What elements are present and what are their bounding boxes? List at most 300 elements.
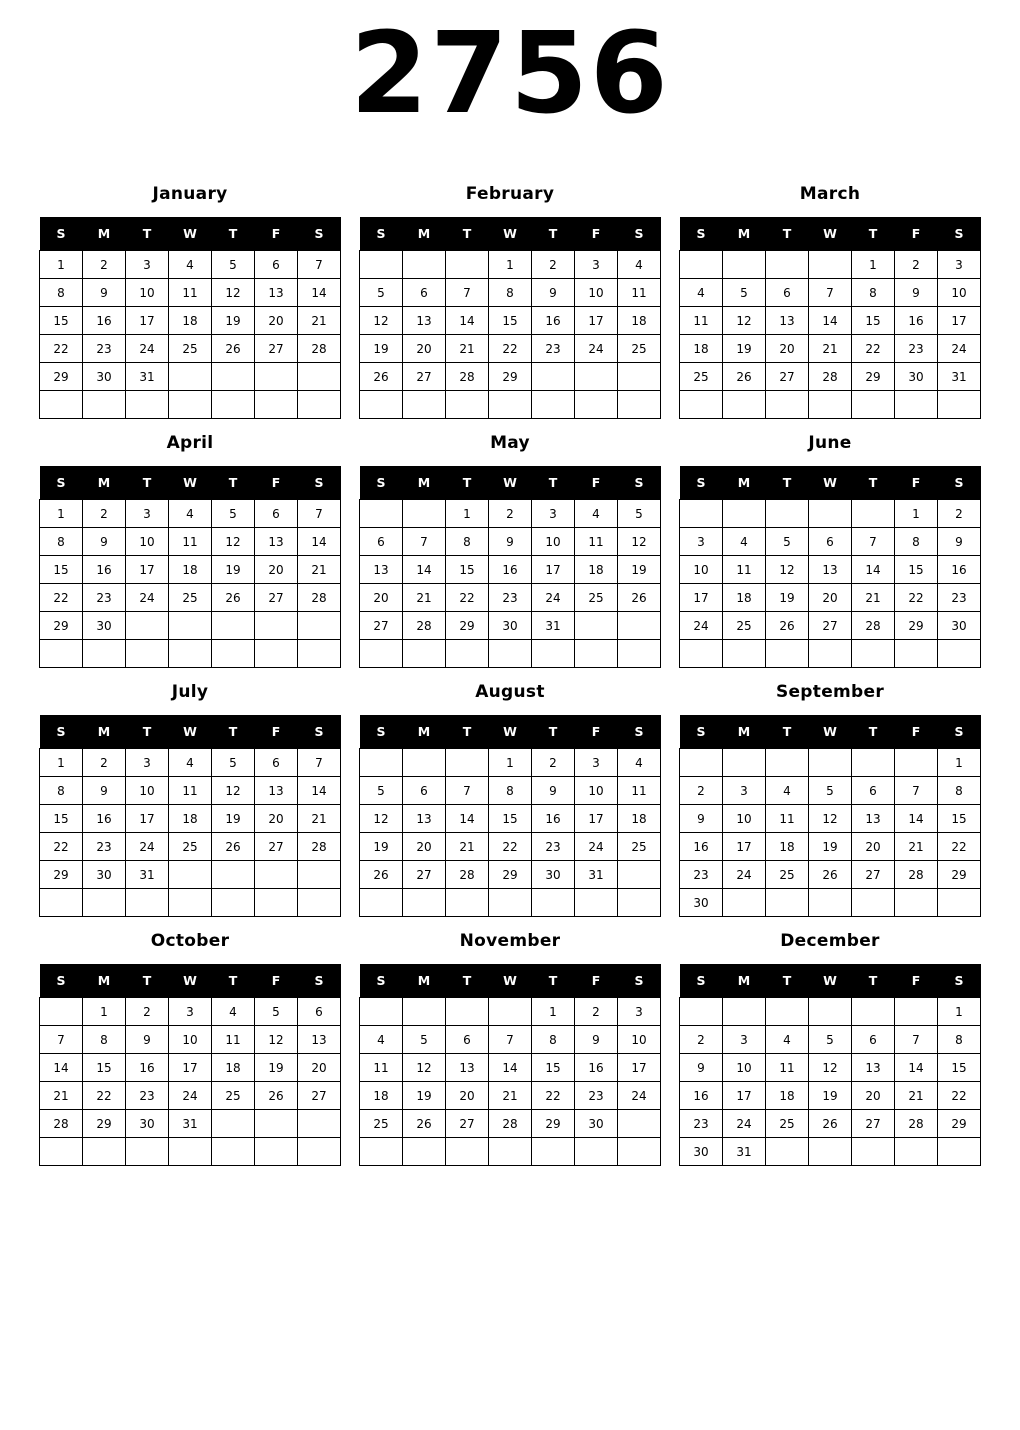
day-cell[interactable]: 31 — [938, 363, 981, 391]
day-cell[interactable]: 28 — [298, 833, 341, 861]
day-cell[interactable]: 26 — [766, 612, 809, 640]
day-cell[interactable]: 3 — [680, 528, 723, 556]
day-cell[interactable]: 19 — [618, 556, 661, 584]
day-cell[interactable]: 2 — [575, 998, 618, 1026]
day-cell[interactable]: 14 — [403, 556, 446, 584]
day-cell[interactable]: 2 — [532, 251, 575, 279]
day-cell[interactable]: 12 — [212, 777, 255, 805]
day-cell[interactable]: 28 — [895, 1110, 938, 1138]
day-cell[interactable]: 6 — [298, 998, 341, 1026]
day-cell[interactable]: 19 — [360, 335, 403, 363]
day-cell[interactable]: 7 — [852, 528, 895, 556]
day-cell[interactable]: 10 — [575, 777, 618, 805]
day-cell[interactable]: 27 — [809, 612, 852, 640]
day-cell[interactable]: 20 — [766, 335, 809, 363]
day-cell[interactable]: 1 — [40, 500, 83, 528]
day-cell[interactable]: 16 — [575, 1054, 618, 1082]
day-cell[interactable]: 1 — [489, 251, 532, 279]
day-cell[interactable]: 26 — [403, 1110, 446, 1138]
day-cell[interactable]: 22 — [852, 335, 895, 363]
day-cell[interactable]: 15 — [40, 307, 83, 335]
day-cell[interactable]: 19 — [255, 1054, 298, 1082]
day-cell[interactable]: 3 — [618, 998, 661, 1026]
day-cell[interactable]: 13 — [403, 805, 446, 833]
day-cell[interactable]: 25 — [618, 833, 661, 861]
day-cell[interactable]: 23 — [83, 584, 126, 612]
day-cell[interactable]: 22 — [532, 1082, 575, 1110]
day-cell[interactable]: 13 — [298, 1026, 341, 1054]
day-cell[interactable]: 26 — [255, 1082, 298, 1110]
day-cell[interactable]: 17 — [575, 805, 618, 833]
day-cell[interactable]: 24 — [169, 1082, 212, 1110]
day-cell[interactable]: 7 — [298, 749, 341, 777]
day-cell[interactable]: 4 — [766, 777, 809, 805]
day-cell[interactable]: 22 — [895, 584, 938, 612]
day-cell[interactable]: 12 — [212, 279, 255, 307]
day-cell[interactable]: 26 — [212, 833, 255, 861]
day-cell[interactable]: 22 — [938, 1082, 981, 1110]
day-cell[interactable]: 22 — [489, 833, 532, 861]
day-cell[interactable]: 25 — [766, 861, 809, 889]
day-cell[interactable]: 26 — [212, 335, 255, 363]
day-cell[interactable]: 28 — [446, 363, 489, 391]
day-cell[interactable]: 29 — [489, 861, 532, 889]
day-cell[interactable]: 7 — [895, 1026, 938, 1054]
day-cell[interactable]: 13 — [403, 307, 446, 335]
day-cell[interactable]: 2 — [83, 500, 126, 528]
day-cell[interactable]: 20 — [446, 1082, 489, 1110]
day-cell[interactable]: 29 — [532, 1110, 575, 1138]
day-cell[interactable]: 24 — [575, 335, 618, 363]
day-cell[interactable]: 15 — [446, 556, 489, 584]
day-cell[interactable]: 27 — [298, 1082, 341, 1110]
day-cell[interactable]: 30 — [938, 612, 981, 640]
day-cell[interactable]: 9 — [895, 279, 938, 307]
day-cell[interactable]: 2 — [680, 1026, 723, 1054]
day-cell[interactable]: 18 — [680, 335, 723, 363]
day-cell[interactable]: 8 — [40, 777, 83, 805]
day-cell[interactable]: 30 — [126, 1110, 169, 1138]
day-cell[interactable]: 14 — [809, 307, 852, 335]
day-cell[interactable]: 16 — [83, 805, 126, 833]
day-cell[interactable]: 13 — [766, 307, 809, 335]
day-cell[interactable]: 24 — [938, 335, 981, 363]
day-cell[interactable]: 27 — [852, 1110, 895, 1138]
day-cell[interactable]: 27 — [255, 335, 298, 363]
day-cell[interactable]: 15 — [489, 307, 532, 335]
day-cell[interactable]: 22 — [40, 833, 83, 861]
day-cell[interactable]: 8 — [40, 279, 83, 307]
day-cell[interactable]: 7 — [40, 1026, 83, 1054]
day-cell[interactable]: 12 — [360, 805, 403, 833]
day-cell[interactable]: 23 — [575, 1082, 618, 1110]
day-cell[interactable]: 2 — [938, 500, 981, 528]
day-cell[interactable]: 9 — [83, 528, 126, 556]
day-cell[interactable]: 22 — [489, 335, 532, 363]
day-cell[interactable]: 16 — [680, 833, 723, 861]
day-cell[interactable]: 30 — [83, 612, 126, 640]
day-cell[interactable]: 2 — [895, 251, 938, 279]
day-cell[interactable]: 16 — [489, 556, 532, 584]
day-cell[interactable]: 22 — [83, 1082, 126, 1110]
day-cell[interactable]: 27 — [446, 1110, 489, 1138]
day-cell[interactable]: 30 — [532, 861, 575, 889]
day-cell[interactable]: 12 — [360, 307, 403, 335]
day-cell[interactable]: 10 — [938, 279, 981, 307]
day-cell[interactable]: 4 — [169, 251, 212, 279]
day-cell[interactable]: 20 — [255, 556, 298, 584]
day-cell[interactable]: 31 — [169, 1110, 212, 1138]
day-cell[interactable]: 23 — [680, 1110, 723, 1138]
day-cell[interactable]: 20 — [298, 1054, 341, 1082]
day-cell[interactable]: 5 — [360, 777, 403, 805]
day-cell[interactable]: 3 — [126, 251, 169, 279]
day-cell[interactable]: 12 — [255, 1026, 298, 1054]
day-cell[interactable]: 28 — [298, 584, 341, 612]
day-cell[interactable]: 22 — [938, 833, 981, 861]
day-cell[interactable]: 14 — [489, 1054, 532, 1082]
day-cell[interactable]: 12 — [809, 805, 852, 833]
day-cell[interactable]: 31 — [575, 861, 618, 889]
day-cell[interactable]: 15 — [532, 1054, 575, 1082]
day-cell[interactable]: 21 — [298, 556, 341, 584]
day-cell[interactable]: 28 — [489, 1110, 532, 1138]
day-cell[interactable]: 6 — [446, 1026, 489, 1054]
day-cell[interactable]: 31 — [126, 363, 169, 391]
day-cell[interactable]: 19 — [212, 556, 255, 584]
day-cell[interactable]: 2 — [83, 251, 126, 279]
day-cell[interactable]: 29 — [938, 1110, 981, 1138]
day-cell[interactable]: 4 — [766, 1026, 809, 1054]
day-cell[interactable]: 21 — [489, 1082, 532, 1110]
day-cell[interactable]: 30 — [575, 1110, 618, 1138]
day-cell[interactable]: 21 — [446, 335, 489, 363]
day-cell[interactable]: 3 — [938, 251, 981, 279]
day-cell[interactable]: 11 — [618, 279, 661, 307]
day-cell[interactable]: 28 — [403, 612, 446, 640]
day-cell[interactable]: 5 — [766, 528, 809, 556]
day-cell[interactable]: 11 — [723, 556, 766, 584]
day-cell[interactable]: 14 — [446, 307, 489, 335]
day-cell[interactable]: 14 — [852, 556, 895, 584]
day-cell[interactable]: 13 — [852, 805, 895, 833]
day-cell[interactable]: 7 — [446, 279, 489, 307]
day-cell[interactable]: 28 — [809, 363, 852, 391]
day-cell[interactable]: 23 — [83, 833, 126, 861]
day-cell[interactable]: 18 — [169, 556, 212, 584]
day-cell[interactable]: 4 — [169, 500, 212, 528]
day-cell[interactable]: 23 — [83, 335, 126, 363]
day-cell[interactable]: 20 — [403, 335, 446, 363]
day-cell[interactable]: 8 — [938, 777, 981, 805]
day-cell[interactable]: 25 — [360, 1110, 403, 1138]
day-cell[interactable]: 25 — [169, 833, 212, 861]
day-cell[interactable]: 23 — [126, 1082, 169, 1110]
day-cell[interactable]: 24 — [618, 1082, 661, 1110]
day-cell[interactable]: 8 — [489, 777, 532, 805]
day-cell[interactable]: 27 — [255, 584, 298, 612]
day-cell[interactable]: 30 — [895, 363, 938, 391]
day-cell[interactable]: 21 — [298, 307, 341, 335]
day-cell[interactable]: 17 — [126, 556, 169, 584]
day-cell[interactable]: 29 — [895, 612, 938, 640]
day-cell[interactable]: 20 — [852, 1082, 895, 1110]
day-cell[interactable]: 25 — [618, 335, 661, 363]
day-cell[interactable]: 16 — [126, 1054, 169, 1082]
day-cell[interactable]: 28 — [446, 861, 489, 889]
day-cell[interactable]: 10 — [126, 777, 169, 805]
day-cell[interactable]: 9 — [680, 805, 723, 833]
day-cell[interactable]: 30 — [83, 363, 126, 391]
day-cell[interactable]: 16 — [532, 805, 575, 833]
day-cell[interactable]: 10 — [680, 556, 723, 584]
day-cell[interactable]: 6 — [360, 528, 403, 556]
day-cell[interactable]: 8 — [532, 1026, 575, 1054]
day-cell[interactable]: 12 — [212, 528, 255, 556]
day-cell[interactable]: 22 — [446, 584, 489, 612]
day-cell[interactable]: 11 — [169, 528, 212, 556]
day-cell[interactable]: 19 — [809, 1082, 852, 1110]
day-cell[interactable]: 28 — [298, 335, 341, 363]
day-cell[interactable]: 19 — [212, 307, 255, 335]
day-cell[interactable]: 30 — [83, 861, 126, 889]
day-cell[interactable]: 19 — [360, 833, 403, 861]
day-cell[interactable]: 17 — [169, 1054, 212, 1082]
day-cell[interactable]: 31 — [723, 1138, 766, 1166]
day-cell[interactable]: 11 — [766, 805, 809, 833]
day-cell[interactable]: 13 — [360, 556, 403, 584]
day-cell[interactable]: 19 — [212, 805, 255, 833]
day-cell[interactable]: 10 — [169, 1026, 212, 1054]
day-cell[interactable]: 15 — [895, 556, 938, 584]
day-cell[interactable]: 7 — [809, 279, 852, 307]
day-cell[interactable]: 1 — [40, 251, 83, 279]
day-cell[interactable]: 3 — [575, 251, 618, 279]
day-cell[interactable]: 27 — [403, 861, 446, 889]
day-cell[interactable]: 4 — [360, 1026, 403, 1054]
day-cell[interactable]: 23 — [489, 584, 532, 612]
day-cell[interactable]: 17 — [618, 1054, 661, 1082]
day-cell[interactable]: 29 — [446, 612, 489, 640]
day-cell[interactable]: 11 — [618, 777, 661, 805]
day-cell[interactable]: 5 — [618, 500, 661, 528]
day-cell[interactable]: 8 — [83, 1026, 126, 1054]
day-cell[interactable]: 27 — [403, 363, 446, 391]
day-cell[interactable]: 3 — [126, 749, 169, 777]
day-cell[interactable]: 17 — [532, 556, 575, 584]
day-cell[interactable]: 2 — [126, 998, 169, 1026]
day-cell[interactable]: 1 — [938, 749, 981, 777]
day-cell[interactable]: 21 — [40, 1082, 83, 1110]
day-cell[interactable]: 25 — [680, 363, 723, 391]
day-cell[interactable]: 22 — [40, 335, 83, 363]
day-cell[interactable]: 10 — [575, 279, 618, 307]
day-cell[interactable]: 18 — [766, 833, 809, 861]
day-cell[interactable]: 21 — [403, 584, 446, 612]
day-cell[interactable]: 24 — [126, 833, 169, 861]
day-cell[interactable]: 16 — [680, 1082, 723, 1110]
day-cell[interactable]: 30 — [680, 1138, 723, 1166]
day-cell[interactable]: 18 — [618, 805, 661, 833]
day-cell[interactable]: 9 — [532, 777, 575, 805]
day-cell[interactable]: 28 — [895, 861, 938, 889]
day-cell[interactable]: 14 — [298, 777, 341, 805]
day-cell[interactable]: 22 — [40, 584, 83, 612]
day-cell[interactable]: 29 — [938, 861, 981, 889]
day-cell[interactable]: 3 — [126, 500, 169, 528]
day-cell[interactable]: 26 — [212, 584, 255, 612]
day-cell[interactable]: 27 — [255, 833, 298, 861]
day-cell[interactable]: 16 — [532, 307, 575, 335]
day-cell[interactable]: 12 — [618, 528, 661, 556]
day-cell[interactable]: 14 — [446, 805, 489, 833]
day-cell[interactable]: 13 — [852, 1054, 895, 1082]
day-cell[interactable]: 20 — [809, 584, 852, 612]
day-cell[interactable]: 21 — [895, 833, 938, 861]
day-cell[interactable]: 9 — [83, 279, 126, 307]
day-cell[interactable]: 24 — [126, 584, 169, 612]
day-cell[interactable]: 26 — [809, 861, 852, 889]
day-cell[interactable]: 17 — [723, 1082, 766, 1110]
day-cell[interactable]: 16 — [83, 556, 126, 584]
day-cell[interactable]: 15 — [40, 805, 83, 833]
day-cell[interactable]: 19 — [403, 1082, 446, 1110]
day-cell[interactable]: 11 — [212, 1026, 255, 1054]
day-cell[interactable]: 18 — [723, 584, 766, 612]
day-cell[interactable]: 1 — [938, 998, 981, 1026]
day-cell[interactable]: 4 — [169, 749, 212, 777]
day-cell[interactable]: 14 — [895, 805, 938, 833]
day-cell[interactable]: 24 — [723, 861, 766, 889]
day-cell[interactable]: 25 — [169, 584, 212, 612]
day-cell[interactable]: 17 — [126, 307, 169, 335]
day-cell[interactable]: 17 — [723, 833, 766, 861]
day-cell[interactable]: 5 — [212, 749, 255, 777]
day-cell[interactable]: 21 — [446, 833, 489, 861]
day-cell[interactable]: 5 — [403, 1026, 446, 1054]
day-cell[interactable]: 6 — [403, 777, 446, 805]
day-cell[interactable]: 5 — [723, 279, 766, 307]
day-cell[interactable]: 20 — [852, 833, 895, 861]
day-cell[interactable]: 16 — [938, 556, 981, 584]
day-cell[interactable]: 26 — [360, 861, 403, 889]
day-cell[interactable]: 3 — [532, 500, 575, 528]
day-cell[interactable]: 15 — [83, 1054, 126, 1082]
day-cell[interactable]: 14 — [298, 528, 341, 556]
day-cell[interactable]: 13 — [255, 777, 298, 805]
day-cell[interactable]: 23 — [532, 833, 575, 861]
day-cell[interactable]: 5 — [809, 777, 852, 805]
day-cell[interactable]: 7 — [895, 777, 938, 805]
day-cell[interactable]: 10 — [532, 528, 575, 556]
day-cell[interactable]: 29 — [852, 363, 895, 391]
day-cell[interactable]: 5 — [255, 998, 298, 1026]
day-cell[interactable]: 15 — [489, 805, 532, 833]
day-cell[interactable]: 8 — [852, 279, 895, 307]
day-cell[interactable]: 13 — [809, 556, 852, 584]
day-cell[interactable]: 10 — [723, 1054, 766, 1082]
day-cell[interactable]: 29 — [83, 1110, 126, 1138]
day-cell[interactable]: 27 — [360, 612, 403, 640]
day-cell[interactable]: 26 — [723, 363, 766, 391]
day-cell[interactable]: 5 — [212, 251, 255, 279]
day-cell[interactable]: 1 — [532, 998, 575, 1026]
day-cell[interactable]: 25 — [723, 612, 766, 640]
day-cell[interactable]: 23 — [532, 335, 575, 363]
day-cell[interactable]: 28 — [40, 1110, 83, 1138]
day-cell[interactable]: 8 — [489, 279, 532, 307]
day-cell[interactable]: 21 — [852, 584, 895, 612]
day-cell[interactable]: 12 — [809, 1054, 852, 1082]
day-cell[interactable]: 19 — [723, 335, 766, 363]
day-cell[interactable]: 3 — [575, 749, 618, 777]
day-cell[interactable]: 5 — [360, 279, 403, 307]
day-cell[interactable]: 13 — [255, 279, 298, 307]
day-cell[interactable]: 25 — [575, 584, 618, 612]
day-cell[interactable]: 2 — [680, 777, 723, 805]
day-cell[interactable]: 15 — [40, 556, 83, 584]
day-cell[interactable]: 24 — [532, 584, 575, 612]
day-cell[interactable]: 25 — [212, 1082, 255, 1110]
day-cell[interactable]: 26 — [809, 1110, 852, 1138]
day-cell[interactable]: 16 — [83, 307, 126, 335]
day-cell[interactable]: 17 — [680, 584, 723, 612]
day-cell[interactable]: 3 — [723, 1026, 766, 1054]
day-cell[interactable]: 23 — [680, 861, 723, 889]
day-cell[interactable]: 24 — [126, 335, 169, 363]
day-cell[interactable]: 14 — [40, 1054, 83, 1082]
day-cell[interactable]: 9 — [532, 279, 575, 307]
day-cell[interactable]: 7 — [298, 251, 341, 279]
day-cell[interactable]: 24 — [575, 833, 618, 861]
day-cell[interactable]: 4 — [618, 251, 661, 279]
day-cell[interactable]: 4 — [212, 998, 255, 1026]
day-cell[interactable]: 12 — [766, 556, 809, 584]
day-cell[interactable]: 7 — [489, 1026, 532, 1054]
day-cell[interactable]: 4 — [618, 749, 661, 777]
day-cell[interactable]: 9 — [938, 528, 981, 556]
day-cell[interactable]: 10 — [618, 1026, 661, 1054]
day-cell[interactable]: 9 — [489, 528, 532, 556]
day-cell[interactable]: 18 — [360, 1082, 403, 1110]
day-cell[interactable]: 6 — [766, 279, 809, 307]
day-cell[interactable]: 14 — [298, 279, 341, 307]
day-cell[interactable]: 1 — [40, 749, 83, 777]
day-cell[interactable]: 5 — [212, 500, 255, 528]
day-cell[interactable]: 23 — [938, 584, 981, 612]
day-cell[interactable]: 4 — [680, 279, 723, 307]
day-cell[interactable]: 8 — [446, 528, 489, 556]
day-cell[interactable]: 15 — [938, 1054, 981, 1082]
day-cell[interactable]: 7 — [403, 528, 446, 556]
day-cell[interactable]: 11 — [169, 777, 212, 805]
day-cell[interactable]: 4 — [575, 500, 618, 528]
day-cell[interactable]: 29 — [40, 612, 83, 640]
day-cell[interactable]: 18 — [169, 805, 212, 833]
day-cell[interactable]: 31 — [532, 612, 575, 640]
day-cell[interactable]: 21 — [809, 335, 852, 363]
day-cell[interactable]: 6 — [255, 500, 298, 528]
day-cell[interactable]: 19 — [766, 584, 809, 612]
day-cell[interactable]: 20 — [403, 833, 446, 861]
day-cell[interactable]: 25 — [766, 1110, 809, 1138]
day-cell[interactable]: 29 — [40, 363, 83, 391]
day-cell[interactable]: 17 — [126, 805, 169, 833]
day-cell[interactable]: 25 — [169, 335, 212, 363]
day-cell[interactable]: 16 — [895, 307, 938, 335]
day-cell[interactable]: 21 — [298, 805, 341, 833]
day-cell[interactable]: 6 — [403, 279, 446, 307]
